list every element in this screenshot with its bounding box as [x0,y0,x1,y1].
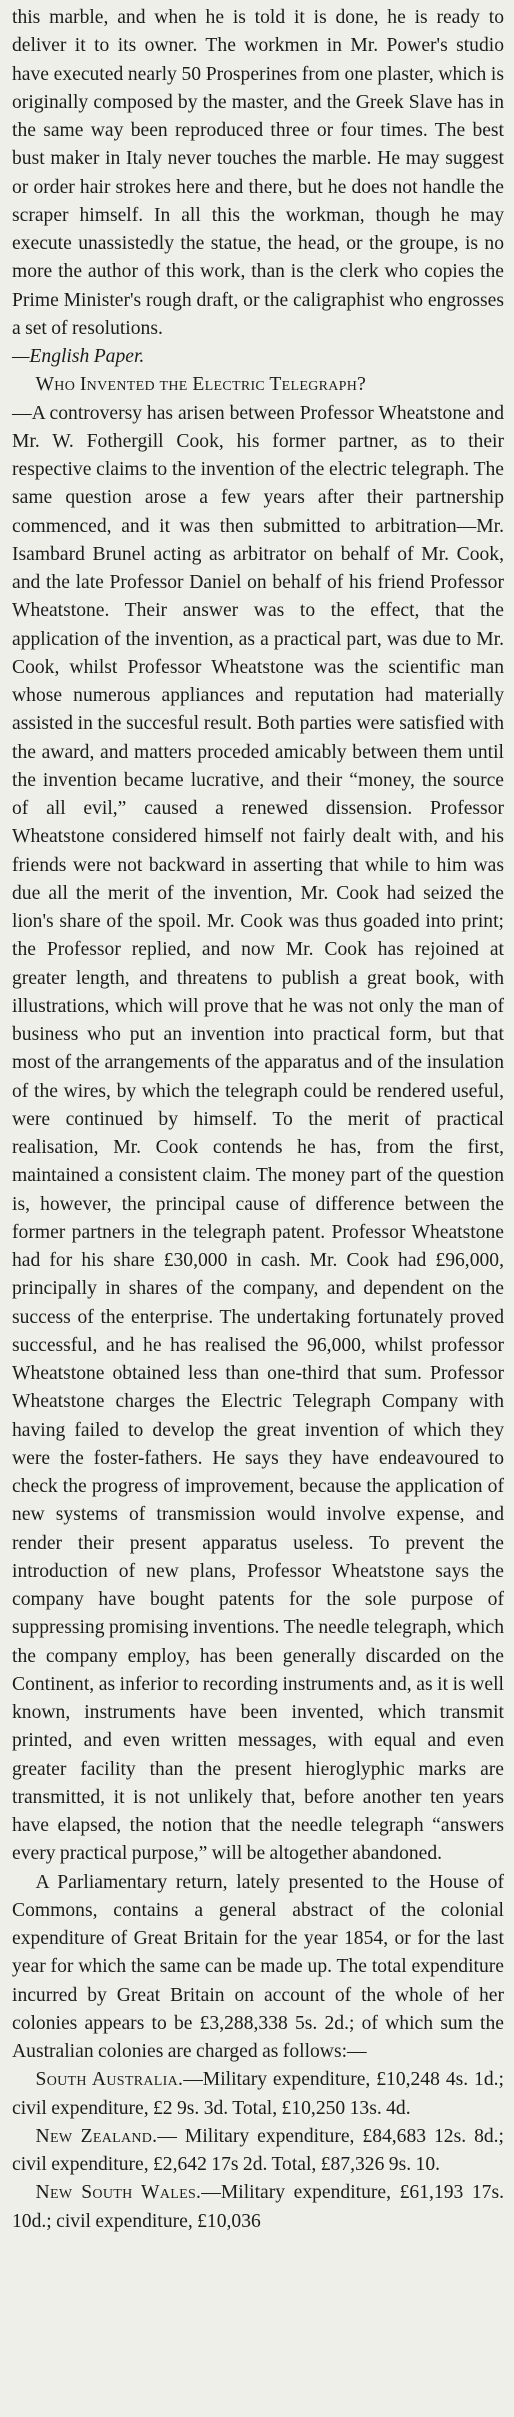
colony-new-zealand [12,2123,504,2180]
colony-text: —Military expenditure, £61,193 17s. 10d.; civil expenditure, £10,036 [12,2182,504,2232]
colony-new-south-wales [12,2179,504,2236]
article-continuation [12,4,504,371]
parliamentary-return [12,1869,504,2067]
colony-text: —Military expenditure, £10,248 4s. 1d.; civil expenditure, £2 9s. 3d. Total, £10,250 13s. 4d. [12,2069,504,2119]
colony-name: New Zealand. [35,2125,158,2147]
telegraph-heading: Who Invented the Electric Telegraph? [35,374,367,396]
telegraph-article [12,371,504,1868]
continuation-text: this marble, and when he is told it is done, he is ready to deliver it to its owner. The workmen in Mr. Power's studio have executed nearly 50 Prosperines from one plaster, which is originally composed by the master, and the Greek Slave has in the same way been reproduced three or four times. The best bust maker in Italy never touches the marble. He may suggest or order hair strokes here and there, but he does not handle the scraper himself. In all this the workman, though he may execute unassistedly the statue, the head, or the groupe, is no more the author of this work, than is the clerk who copies the Prime Minister's rough draft, or the caligraphist who engrosses a set of resolutions. [12,7,504,339]
colony-name: South Australia. [35,2069,184,2091]
telegraph-body: —A controversy has arisen between Professor Wheatstone and Mr. W. Fothergill Cook, his former partner, as to their respective claims to the invention of the electric telegraph. The same question arose a few years after their partnership commenced, and it was then submitted to arbitration—Mr. Isambard Brunel acting as arbitrator on behalf of Mr. Cook, and the late Professor Daniel on behalf of his friend Professor Wheatstone. Their answer was to the effect, that the application of the invention, as a practical part, was due to Mr. Cook, whilst Professor Wheatstone was the scientific man whose numerous appliances and reputation had materially assisted in the succesful result. Both parties were satisfied with the award, and matters proceded amicably between them until the invention became lucrative, and their “money, the source of all evil,” caused a renewed dissension. Professor Wheatstone considered himself not fairly dealt with, and his friends were not backward in asserting that while to him was due all the merit of the invention, Mr. Cook had seized the lion's share of the spoil. Mr. Cook was thus goaded into print; the Professor replied, and now Mr. Cook has rejoined at greater length, and threatens to publish a great book, with illustrations, which will prove that he was not only the man of business who put an invention into practical form, but that most of the arrangements of the apparatus and of the insulation of the wires, by which the telegraph could be rendered useful, were continued by himself. To the merit of practical realisation, Mr. Cook contends he has, from the first, maintained a consistent claim. The money part of the question is, however, the principal cause of difference between the former partners in the telegraph patent. Professor Wheatstone had for his share £30,000 in cash. Mr. Cook had £96,000, principally in shares of the company, and dependent on the success of the enterprise. The undertaking fortunately proved successful, and he has realised the 96,000, whilst professor Wheatstone obtained less than one-third that sum. Professor Wheatstone charges the Electric Telegraph Company with having failed to develop the great invention of which they were the foster-fathers. He says they have endeavoured to check the progress of improvement, because the application of new systems of transmission would involve expense, and render their present apparatus useless. To prevent the introduction of new plans, Professor Wheatstone says the company have bought patents for the sole purpose of suppressing promising inventions. The needle telegraph, which the company employ, has been generally discarded on the Continent, as inferior to recording instruments and, as it is well known, instruments have been invented, which transmit printed, and even written messages, with equal and even greater facility than the present hieroglyphic marks are transmitted, it is not unlikely that, before another ten years have elapsed, the notion that the needle telegraph “answers every practical purpose,” will be altogether abandoned. [12,402,504,1865]
return-body: A Parliamentary return, lately presented to the House of Commons, contains a general abstract of the colonial expenditure of Great Britain for the year 1854, or for the last year for which the same can be made up. The total expenditure incurred by Great Britain on account of the whole of her colonies appears to be £3,288,338 5s. 2d.; of which sum the Australian colonies are charged as follows:— [12,1871,504,2062]
colony-text: — Military expenditure, £84,683 12s. 8d.; civil expenditure, £2,642 17s 2d. Total, £87,326 9s. 10. [12,2125,505,2175]
colony-south-australia [12,2066,504,2123]
colony-name: New South Wales. [35,2182,202,2204]
article-source: —English Paper. [12,346,145,367]
